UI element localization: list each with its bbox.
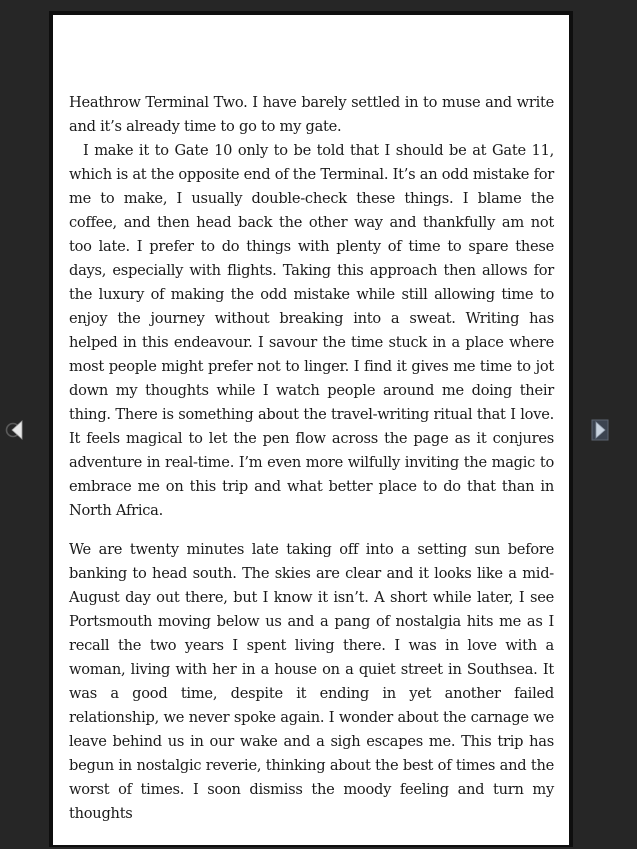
next-page-button[interactable] [590, 418, 612, 440]
paragraph-3: We are twenty minutes late taking off into a setting sun before banking to head south. The skies are clear and it looks like a mid-August day out there, but I know it isn’t. A short while later, I see Portsmouth moving below us and a pang of nostalgia hits me as I recall the two years I spent living there. I was in love with a woman, living with her in a house on a quiet street in Southsea. It was a good time, despite it ending in yet another failed relationship, we never spoke again. I wonder about the carnage we leave behind us in our wake and a sigh escapes me. This trip has begun in nostalgic reverie, thinking about the best of times and the worst of times. I soon dismiss the moody feeling and turn my thoughts [69, 541, 554, 822]
paragraph-1: Heathrow Terminal Two. I have barely settled in to muse and write and it’s already time to go to my gate. [69, 94, 554, 135]
triangle-left-icon [3, 418, 27, 442]
page-text [69, 91, 554, 826]
triangle-right-icon [590, 418, 614, 442]
previous-page-button[interactable] [3, 418, 25, 440]
paragraph-2: I make it to Gate 10 only to be told that I should be at Gate 11, which is at the opposite end of the Terminal. It’s an odd mistake for me to make, I usually double-check these things. I blame the coffee, and then head back the other way and thankfully am not too late. I prefer to do things with plenty of time to spare these days, especially with flights. Taking this approach then allows for the luxury of making the odd mistake while still allowing time to enjoy the journey without breaking into a sweat. Writing has helped in this endeavour. I savour the time stuck in a place where most people might prefer not to linger. I find it gives me time to jot down my thoughts while I watch people around me doing their thing. There is something about the travel-writing ritual that I love. It feels magical to let the pen flow across the page as it conjures adventure in real-time. I’m even more wilfully inviting the magic to embrace me on this trip and what better place to do that than in North Africa. [69, 142, 554, 519]
book-page [53, 15, 569, 845]
